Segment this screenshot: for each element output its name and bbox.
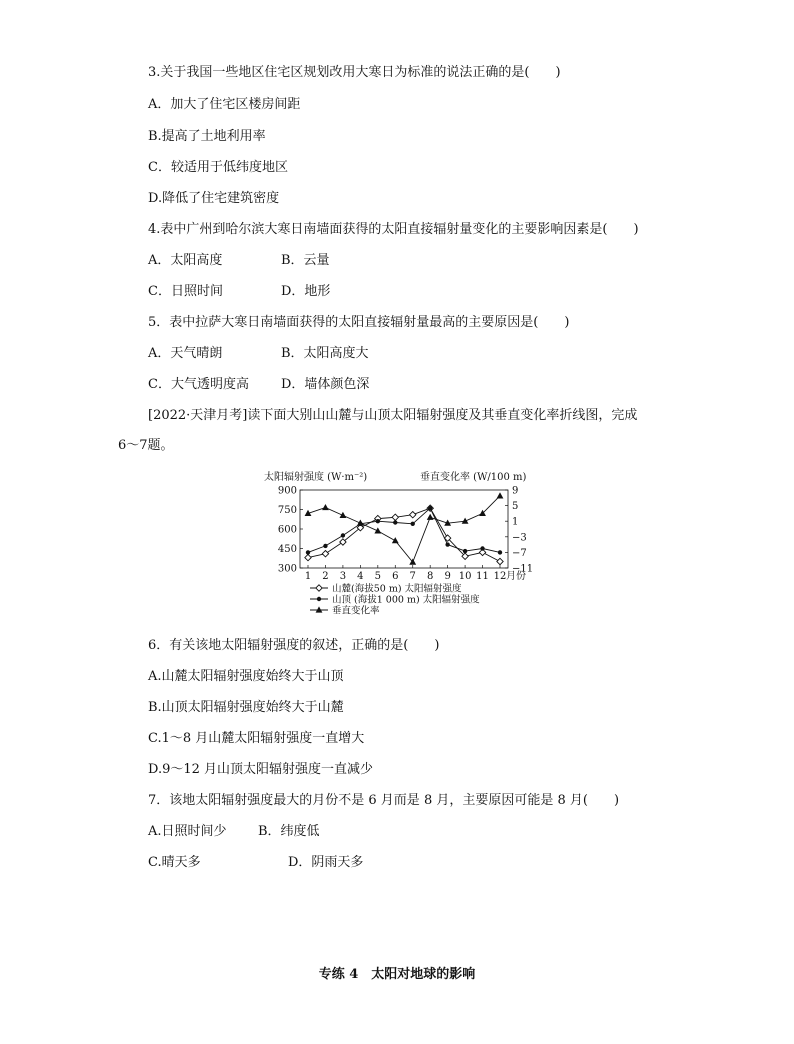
plot-frame [300,490,508,568]
data-point-diamond [392,514,398,520]
x-tick-label: 11 [476,571,489,582]
q5-option-a: A．天气晴朗 [148,346,223,361]
left-tick-label: 600 [277,524,297,536]
data-point-dot [428,506,432,510]
q6-option-b: B.山顶太阳辐射强度始终大于山麓 [148,700,344,715]
data-point-dot [480,546,484,550]
right-axis-title: 垂直变化率 (W/100 m) [420,472,527,483]
intro-line-2: 6～7题。 [118,438,174,453]
q4-option-a: A．太阳高度 [148,253,223,268]
data-point-diamond [497,558,503,564]
data-point-dot [341,533,345,537]
q7-stem: 7．该地太阳辐射强度最大的月份不是 6 月而是 8 月，主要原因可能是 8 月( ) [148,793,620,808]
x-tick-label: 3 [339,571,347,582]
q4-option-b: B．云量 [281,253,330,268]
q5-option-d: D．墙体颜色深 [281,377,370,392]
x-tick-label: 10 [458,571,472,582]
q7-option-a: A.日照时间少 [148,824,227,839]
x-tick-label: 8 [426,571,434,582]
x-tick-label: 7 [409,571,416,582]
data-point-triangle [462,518,469,524]
q4-stem: 4.表中广州到哈尔滨大寒日南墙面获得的太阳直接辐射量变化的主要影响因素是( ) [148,222,639,237]
legend-label: 山顶 (海拔1 000 m) 太阳辐射强度 [332,594,480,606]
q7-option-d: D．阴雨天多 [288,855,364,870]
q3-option-d: D.降低了住宅建筑密度 [148,191,280,206]
intro-line-1: [2022·天津月考]读下面大别山山麓与山顶太阳辐射强度及其垂直变化率折线图，完成 [148,408,638,423]
q5-option-c: C．大气透明度高 [148,377,249,392]
legend-marker-diamond [316,585,322,591]
legend-label: 垂直变化率 [332,605,380,617]
data-point-dot [463,549,467,553]
right-tick-label: 9 [512,485,519,497]
x-tick-label: 6 [392,571,399,582]
x-tick-label: 9 [444,571,451,582]
right-tick-label: 5 [512,501,519,513]
x-tick-label: 5 [374,571,382,582]
x-tick-label: 1 [304,571,312,582]
data-point-diamond [322,551,328,557]
x-tick-label: 2 [322,571,329,582]
data-point-diamond [410,512,416,518]
right-tick-label: 1 [512,516,519,528]
page-footer: 专练 4 太阳对地球的影响 [318,967,476,982]
legend-marker-dot [317,597,321,601]
q3-option-b: B.提高了土地利用率 [148,129,266,144]
data-point-triangle [340,512,347,518]
data-point-triangle [374,527,381,533]
left-tick-label: 450 [277,544,297,555]
legend-marker-triangle [316,606,323,612]
data-point-triangle [427,514,434,520]
radiation-line-chart [262,468,538,624]
data-point-dot [306,550,310,554]
right-tick-label: −11 [512,563,534,575]
q7-option-b: B．纬度低 [258,824,320,839]
data-point-dot [411,522,415,526]
q3-option-a: A．加大了住宅区楼房间距 [148,97,301,112]
left-tick-label: 750 [277,505,297,516]
data-point-dot [376,519,380,523]
q5-option-b: B．太阳高度大 [281,346,369,361]
series-line-diamond [308,508,500,561]
data-point-triangle [392,537,399,543]
data-point-dot [393,520,397,524]
left-tick-label: 300 [277,563,297,575]
right-tick-label: −7 [512,547,527,559]
legend-label: 山麓(海拔50 m) 太阳辐射强度 [332,583,462,595]
q6-option-a: A.山麓太阳辐射强度始终大于山顶 [148,669,344,684]
q6-stem: 6．有关该地太阳辐射强度的叙述，正确的是( ) [148,638,440,653]
x-axis-unit: 月份 [506,571,526,582]
data-point-triangle [357,520,364,526]
series-line-triangle [308,496,500,562]
left-axis-title: 太阳辐射强度 (W·m⁻²) [264,472,368,483]
q3-option-c: C．较适用于低纬度地区 [148,160,288,175]
q6-option-d: D.9～12 月山顶太阳辐射强度一直减少 [148,762,374,777]
right-tick-label: −3 [512,532,527,544]
data-point-diamond [305,554,311,560]
data-point-triangle [322,504,329,510]
q3-stem: 3.关于我国一些地区住宅区规划改用大寒日为标准的说法正确的是( ) [148,65,561,80]
left-tick-label: 900 [277,485,297,497]
q6-option-c: C.1～8 月山麓太阳辐射强度一直增大 [148,731,365,746]
q4-option-c: C．日照时间 [148,284,223,299]
q4-option-d: D．地形 [281,284,331,299]
q5-stem: 5．表中拉萨大寒日南墙面获得的太阳直接辐射量最高的主要原因是( ) [148,315,570,330]
data-point-dot [323,544,327,548]
q7-option-c: C.晴天多 [148,855,201,870]
x-tick-label: 12 [493,571,507,582]
data-point-dot [445,542,449,546]
data-point-triangle [497,492,504,498]
data-point-dot [498,550,502,554]
x-tick-label: 4 [357,571,364,582]
